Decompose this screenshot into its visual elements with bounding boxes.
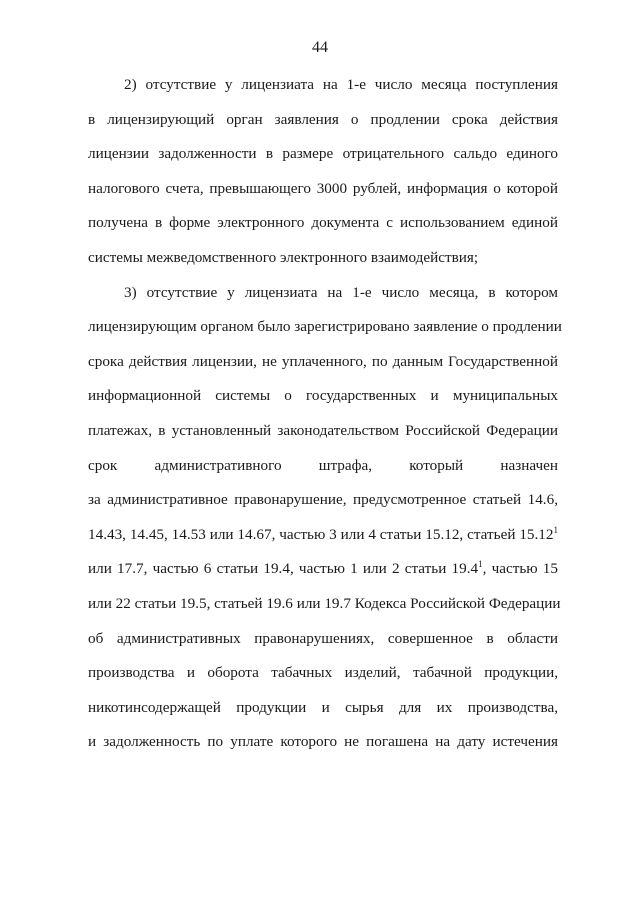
paragraph-line: лицензии задолженности в размере отрицательного сальдо единого (88, 145, 558, 163)
paragraph-line: производства и оборота табачных изделий, табачной продукции, (88, 664, 558, 682)
page-number: 44 (312, 39, 328, 56)
paragraph-line: срок административного штрафа, который назначен (88, 456, 558, 474)
line-text: 14.43, 14.45, 14.53 или 14.67, частью 3 или 4 статьи 15.12, статьей 15.12 (88, 525, 554, 543)
document-body (88, 68, 562, 760)
paragraph-line: и задолженность по уплате которого не погашена на дату истечения (88, 733, 558, 751)
paragraph-line: лицензирующим органом было зарегистрировано заявление о продлении (88, 318, 562, 336)
paragraph-line: или 22 статьи 19.5, статьей 19.6 или 19.7 Кодекса Российской Федерации (88, 594, 561, 612)
paragraph-line: за административное правонарушение, предусмотренное статьей 14.6, (88, 491, 558, 509)
paragraph-line: об административных правонарушениях, совершенное в области (88, 629, 558, 647)
paragraph-2 (88, 68, 558, 276)
paragraph-line: налогового счета, превышающего 3000 рублей, информация о которой (88, 179, 558, 197)
paragraph-line: платежах, в установленный законодательством Российской Федерации (88, 421, 558, 439)
paragraph-line: системы межведомственного электронного взаимодействия; (88, 248, 479, 266)
paragraph-line: информационной системы о государственных и муниципальных (88, 387, 558, 405)
line-text: , частью 15 (482, 560, 558, 578)
line-text: или 17.7, частью 6 статьи 19.4, частью 1 или 2 статьи 19.4 (88, 560, 479, 578)
paragraph-line (88, 518, 558, 553)
paragraph-line: срока действия лицензии, не уплаченного, по данным Государственной (88, 352, 558, 370)
paragraph-line (88, 552, 558, 587)
superscript: 1 (478, 559, 483, 570)
paragraph-3 (88, 276, 562, 760)
paragraph-line: никотинсодержащей продукции и сырья для их производства, (88, 698, 558, 716)
paragraph-line: 3) отсутствие у лицензиата на 1-е число месяца, в котором (124, 283, 558, 301)
superscript: 1 (553, 524, 558, 535)
paragraph-line: получена в форме электронного документа с использованием единой (88, 214, 558, 232)
paragraph-line: в лицензирующий орган заявления о продлении срока действия (88, 110, 558, 128)
paragraph-line: 2) отсутствие у лицензиата на 1-е число месяца поступления (124, 76, 558, 93)
